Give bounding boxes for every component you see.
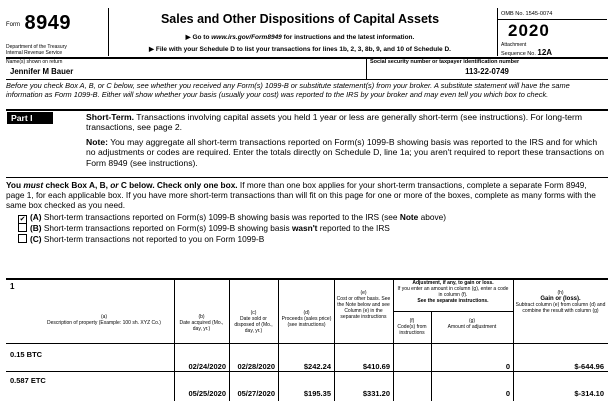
form-label [6,12,71,35]
row-2-adjustment[interactable]: 0 [505,389,510,398]
department [6,44,106,56]
row-2-description[interactable]: 0.587 ETC [10,376,46,385]
goto-line: ▶ Go to www.irs.gov/Form8949 for instructions and the latest information. [185,34,415,41]
file-with-line: ▶ File with your Schedule D to list your transactions for lines 1b, 2, 3, 8b, 9, and 10 of Schedule D. [149,46,451,53]
col-f-header: (f) Code(s) from instructions [397,318,427,336]
col-g-header: (g) Amount of adjustment [447,318,497,330]
col-c-header: (c) Date sold or disposed of (Mo., day, yr.) [234,310,273,334]
box-a-row[interactable]: ✔ (A) Short-term transactions reported on Form(s) 1099-B showing basis was reported to the IRS (see Note above) [19,212,446,223]
checkbox-instructions: You must check Box A, B, or C below. Check only one box. If more than one box applies for your short-term transactions, complete a separate Form 8949, page 1, for each applicable box. If you have more short-term transactions than will fit on this page for one or more of the boxes, complete as many forms with the same box checked as you need. [6,180,596,210]
row-1-description[interactable]: 0.15 BTC [10,350,43,359]
col-e-header: (e) Cost or other basis. See the Note below and see Column (e) in the separate instructions [336,290,391,320]
ssn-value[interactable]: 113-22-0749 [465,67,509,76]
line-1-number: 1 [10,282,15,291]
box-a-checkbox[interactable]: ✔ [19,216,26,223]
part-i-note: Note: You may aggregate all short-term transactions reported on Form(s) 1099-B showing basis was reported to the IRS and for which no adjustments or codes are required. Enter the totals directly on Schedule D, line 1a; you aren't required to report these transactions on Form 8949 (see instructions). [86,137,605,168]
irs-link[interactable]: www.irs.gov/Form8949 [211,34,282,41]
row-1-cost[interactable]: $410.69 [362,362,390,371]
col-d-header: (d) Proceeds (sales price) (see instructions) [281,310,332,328]
row-1-date-acquired[interactable]: 02/24/2020 [188,362,226,371]
row-1-date-sold[interactable]: 02/28/2020 [237,362,275,371]
box-c-checkbox[interactable] [18,234,27,243]
adjustment-header: Adjustment, if any, to gain or loss. If you enter an amount in column (g), enter a code in column (f). See the separate instructions. [397,280,509,304]
department-line1: Department of the Treasury [6,44,67,50]
col-a-header: (a) Description of property (Example: 100 sh. XYZ Co.) [47,314,161,326]
box-c-row[interactable]: (C) Short-term transactions not reported to you on Form 1099-B [18,234,264,245]
col-b-header: (b) Date acquired (Mo., day, yr.) [179,314,224,332]
department-line2: Internal Revenue Service [6,50,63,56]
row-1-gain-loss[interactable]: $-644.96 [574,362,604,371]
taxpayer-name[interactable]: Jennifer M Bauer [10,67,74,76]
tax-year: 2020 [508,21,550,40]
attachment-label: Attachment [501,42,527,48]
row-1-proceeds[interactable]: $242.24 [303,362,331,371]
name-label: Name(s) shown on return [6,59,63,65]
form-number: 8949 [24,12,71,34]
intro-text: Before you check Box A, B, or C below, see whether you received any Form(s) 1099-B or substitute statement(s) from your broker. A substitute statement will have the same information as Form 1099-B. Either will show whether your basis (usually your cost) was reported to the IRS by your broker and may even tell you which box to check. [6,81,570,100]
col-h-header: (h) Gain or (loss). Subtract column (e) from column (d) and combine the result with column (g) [515,290,606,314]
row-2-date-sold[interactable]: 05/27/2020 [237,389,275,398]
form-title: Sales and Other Dispositions of Capital Assets [160,12,440,26]
sequence-number: 12A [537,48,553,57]
sequence: Sequence No. 12A [501,48,553,57]
row-2-gain-loss[interactable]: $-314.10 [574,389,604,398]
omb-number: OMB No. 1545-0074 [501,11,553,17]
form-word: Form [6,22,20,28]
ssn-label: Social security number or taxpayer identification number [370,59,520,65]
part-i-label: Part I [7,112,53,124]
row-1-adjustment[interactable]: 0 [505,362,510,371]
row-2-cost[interactable]: $331.20 [362,389,390,398]
box-b-checkbox[interactable] [18,223,27,232]
row-2-proceeds[interactable]: $195.35 [303,389,331,398]
part-i-description: Short-Term. Transactions involving capital assets you held 1 year or less are generally short-term (see instructions). For long-term transactions, see page 2. [86,112,583,133]
box-b-row[interactable]: (B) Short-term transactions reported on Form(s) 1099-B showing basis wasn't reported to the IRS [18,223,390,234]
row-2-date-acquired[interactable]: 05/25/2020 [188,389,226,398]
